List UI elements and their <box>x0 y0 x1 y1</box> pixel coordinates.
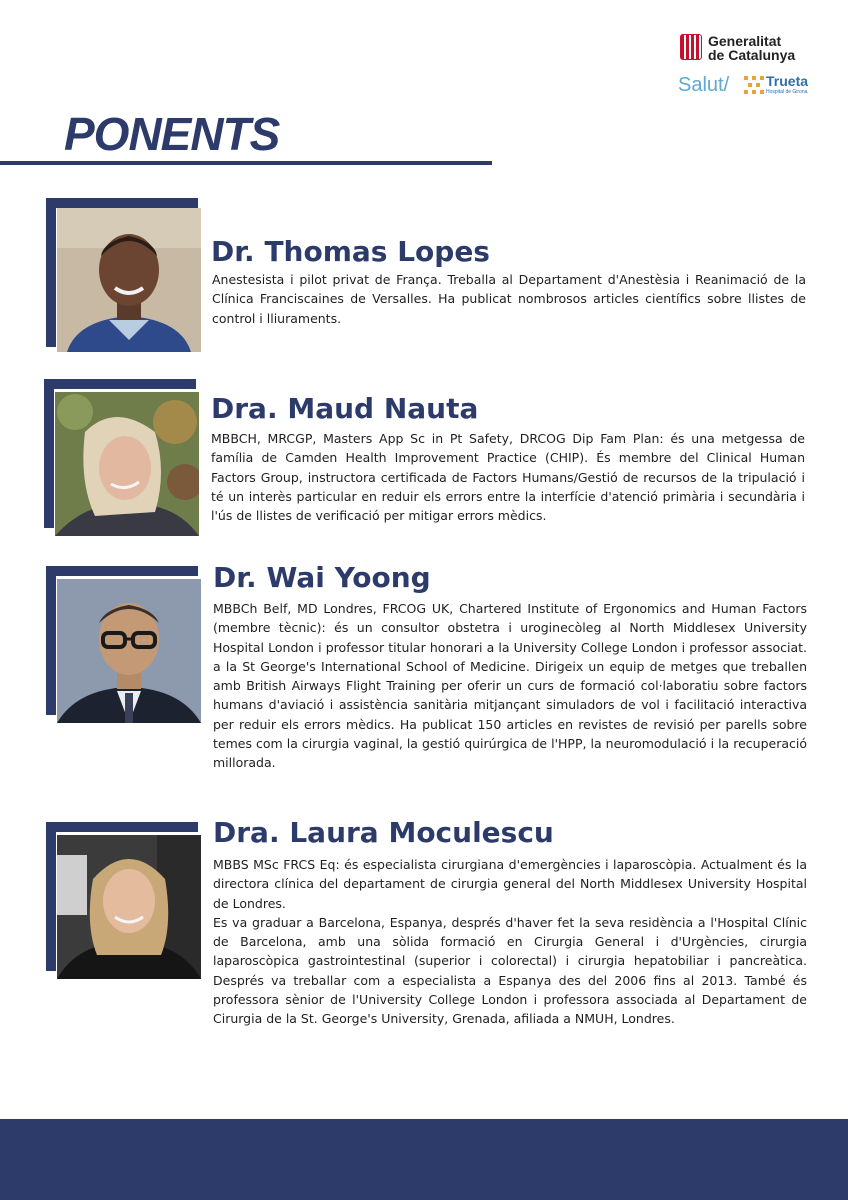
portrait-nauta <box>55 392 199 536</box>
portrait-moculescu <box>57 835 201 979</box>
logo-line1: Generalitat <box>708 33 782 49</box>
page-title: PONENTS <box>64 108 280 160</box>
speaker-bio-paragraph: MBBCh Belf, MD Londres, FRCOG UK, Chartered Institute of Ergonomics and Human Factors (membre tècnic): és un consultor obstetra i uroginecòleg al North Middlesex University Hospital London i professor titular honorari a la University College London i professor associat. a la St George's International School of Medicine. Dirigeix un equip de metges que treballen amb British Airways Flight Training per oferir un curs de formació col·laboratiu sobre factors humans d'aviació i assistència sanitària mitjançant simuladors de vol i facilitació interactiva per reduir els errors mèdics. Ha publicat 150 articles en revistes de revisió per parells sobre temes com la cirurgia vaginal, la gestió quirúrgica de l'HPP, la neuromodulació i la recuperació millorada. <box>213 601 807 771</box>
speaker-bio-paragraph: Es va graduar a Barcelona, Espanya, després d'haver fet la seva residència a l'Hospital Clínic de Barcelona, amb una sòlida formació en Cirurgia General i d'Urgències, cirurgia laparoscòpica gastrointestinal (superior i colorectal) i cirurgia hepatobiliar i pancreàtica. Després va treballar com a especialista a Espanya des del 2006 fins al 2013. També és professora sènior de l'University College London i professora associada al Departament de Cirurgia de la St. George's University, Grenada, afiliada a NMUH, Londres. <box>213 914 807 1027</box>
speaker-photo <box>57 208 201 352</box>
speaker-name: Dr. Wai Yoong <box>213 561 431 594</box>
logo-generalitat-text <box>708 34 795 62</box>
speaker-bio-paragraph: Anestesista i pilot privat de França. Treballa al Departament d'Anestèsia i Reanimació de la Clínica Franciscaines de Versalles. Ha publicat nombrosos articles científics sobre llistes de control i lliuraments. <box>212 272 806 326</box>
logo-line2: de Catalunya <box>708 47 796 63</box>
logo-trueta: Trueta <box>766 73 809 89</box>
portrait-lopes <box>57 208 201 352</box>
speaker-bio <box>211 429 805 525</box>
generalitat-logo <box>678 32 818 98</box>
footer-bar <box>0 1119 848 1200</box>
speaker-bio-paragraph: MBBCH, MRCGP, Masters App Sc in Pt Safety, DRCOG Dip Fam Plan: és una metgessa de família de Camden Health Improvement Practice (CHIP). És membre del Clinical Human Factors Group, instructora certificada de Factors Humans/Gestió de recursos de la tripulació i té un interès particular en reduir els errors entre la interfície d'atenció primària i secundària i l'ús de llistes de verificació per mitigar errors mèdics. <box>211 431 805 524</box>
speaker-bio <box>212 270 806 328</box>
speaker-bio <box>213 599 807 773</box>
logo-salut: Salut/ <box>678 74 730 96</box>
speaker-name: Dra. Laura Moculescu <box>213 816 554 849</box>
speaker-bio <box>213 855 807 1029</box>
speaker-photo <box>57 579 201 723</box>
speaker-name: Dr. Thomas Lopes <box>211 235 490 268</box>
trueta-dots-icon <box>744 76 764 94</box>
speaker-photo <box>57 835 201 979</box>
title-divider <box>0 161 492 165</box>
portrait-yoong <box>57 579 201 723</box>
speaker-bio-paragraph: MBBS MSc FRCS Eq: és especialista cirurgiana d'emergències i laparoscòpia. Actualment és la directora clínica del departament de cirurgia general del North Middlesex University Hospital de Londres. <box>213 857 807 911</box>
logo-trueta-sub: Hospital de Girona <box>766 89 808 95</box>
speaker-photo <box>55 392 199 536</box>
speaker-name: Dra. Maud Nauta <box>211 392 479 425</box>
generalitat-emblem-icon <box>680 34 702 60</box>
